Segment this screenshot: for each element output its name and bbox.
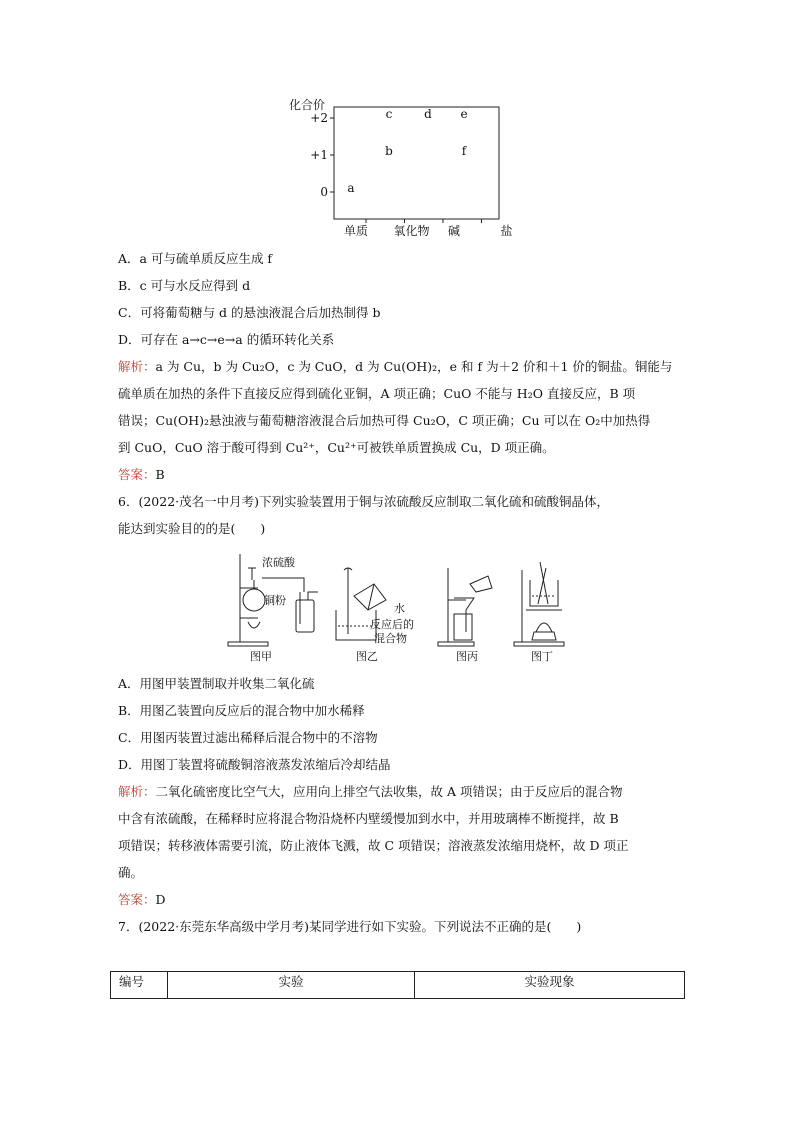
q5-answer-label: 答案： xyxy=(118,467,156,482)
point-label-d: d xyxy=(424,107,432,121)
q6-stem-line-1: 6．(2022·茂名一中月考)下列实验装置用于铜与浓硫酸反应制取二氧化硫和硫酸铜晶体， xyxy=(118,494,609,509)
apparatus-label-mixture-2: 混合物 xyxy=(374,632,407,645)
q6-option-c: C．用图丙装置过滤出稀释后混合物中的不溶物 xyxy=(118,730,378,745)
point-label-b: b xyxy=(385,144,393,158)
caption-d: 图丁 xyxy=(531,650,553,663)
y-tick-label: 0 xyxy=(320,185,328,199)
apparatus-figure xyxy=(218,548,578,664)
point-label-f: f xyxy=(461,144,467,158)
caption-a: 图甲 xyxy=(250,650,272,663)
q5-analysis-line-4: 到 CuO，CuO 溶于酸可得到 Cu²⁺，Cu²⁺可被铁单质置换成 Cu，D 项正确。 xyxy=(118,440,555,455)
q5-answer: 答案：B xyxy=(118,467,165,482)
q6-answer: 答案：D xyxy=(118,892,166,907)
chart-points xyxy=(347,107,467,195)
q7-stem: 7．(2022·东莞东华高级中学月考)某同学进行如下实验。下列说法不正确的是( ) xyxy=(118,919,582,934)
experiment-table xyxy=(110,971,685,999)
q6-analysis-line-4: 确。 xyxy=(118,865,144,880)
q6-analysis-line-1: 解析：二氧化硫密度比空气大，应用向上排空气法收集，故 A 项错误；由于反应后的混合物 xyxy=(118,784,623,799)
table-header-row xyxy=(111,972,685,999)
apparatus-label-water: 水 xyxy=(394,602,405,615)
q6-option-a: A．用图甲装置制取并收集二氧化硫 xyxy=(118,676,315,691)
q5-analysis-label: 解析： xyxy=(118,359,156,374)
chart-frame xyxy=(334,107,499,219)
x-tick-label: 盐 xyxy=(500,224,513,238)
q5-analysis-line-1: 解析：a 为 Cu，b 为 Cu₂O，c 为 CuO，d 为 Cu(OH)₂，e 和 f 为＋2 价和＋1 价的铜盐。铜能与 xyxy=(118,359,673,374)
apparatus-d xyxy=(514,562,564,646)
table-header-phenomenon: 实验现象 xyxy=(415,972,685,999)
q6-answer-label: 答案： xyxy=(118,892,156,907)
x-tick-label: 氧化物 xyxy=(393,224,430,238)
point-label-a: a xyxy=(347,181,355,195)
q5-option-b: B．c 可与水反应得到 d xyxy=(118,278,251,293)
chart-y-title: 化合价 xyxy=(289,98,326,112)
q6-stem-line-2: 能达到实验目的的是( ) xyxy=(118,521,266,536)
q5-option-c: C．可将葡萄糖与 d 的悬浊液混合后加热制得 b xyxy=(118,305,381,320)
q5-analysis-line-3: 错误；Cu(OH)₂悬浊液与葡萄糖溶液混合后加热可得 Cu₂O，C 项正确；Cu 可以在 O₂中加热得 xyxy=(118,413,651,428)
y-tick-label: +2 xyxy=(310,111,328,125)
apparatus-c xyxy=(438,568,492,646)
x-tick-label: 碱 xyxy=(448,224,461,238)
table-header-experiment: 实验 xyxy=(168,972,415,999)
caption-b: 图乙 xyxy=(356,650,378,663)
point-label-e: e xyxy=(460,107,468,121)
q6-analysis-label: 解析： xyxy=(118,784,156,799)
q6-option-b: B．用图乙装置向反应后的混合物中加水稀释 xyxy=(118,703,365,718)
y-tick-label: +1 xyxy=(310,148,328,162)
q6-analysis-line-2: 中含有浓硫酸，在稀释时应将混合物沿烧杯内壁缓慢加到水中，并用玻璃棒不断搅拌，故 B xyxy=(118,811,619,826)
q5-analysis-line-2: 硫单质在加热的条件下直接反应得到硫化亚铜，A 项正确；CuO 不能与 H₂O 直接反应，B 项 xyxy=(118,386,636,401)
x-tick-label: 单质 xyxy=(344,224,369,238)
chart-x-ticks xyxy=(344,219,513,238)
q6-analysis-line-3: 项错误；转移液体需要引流，防止液体飞溅，故 C 项错误；溶液蒸发浓缩用烧杯，故 D 项正 xyxy=(118,838,629,853)
valence-chart xyxy=(280,96,513,244)
table-header-number: 编号 xyxy=(111,972,168,999)
point-label-c: c xyxy=(385,107,393,121)
apparatus-label-acid: 浓硫酸 xyxy=(262,556,295,569)
chart-y-ticks xyxy=(310,111,334,199)
apparatus-label-copper: 铜粉 xyxy=(264,594,286,607)
q5-option-a: A．a 可与硫单质反应生成 f xyxy=(118,251,273,266)
q6-option-d: D．用图丁装置将硫酸铜溶液蒸发浓缩后冷却结晶 xyxy=(118,757,391,772)
caption-c: 图丙 xyxy=(456,650,478,663)
apparatus-label-mixture-1: 反应后的 xyxy=(370,618,414,631)
q5-option-d: D．可存在 a→c→e→a 的循环转化关系 xyxy=(118,332,335,347)
